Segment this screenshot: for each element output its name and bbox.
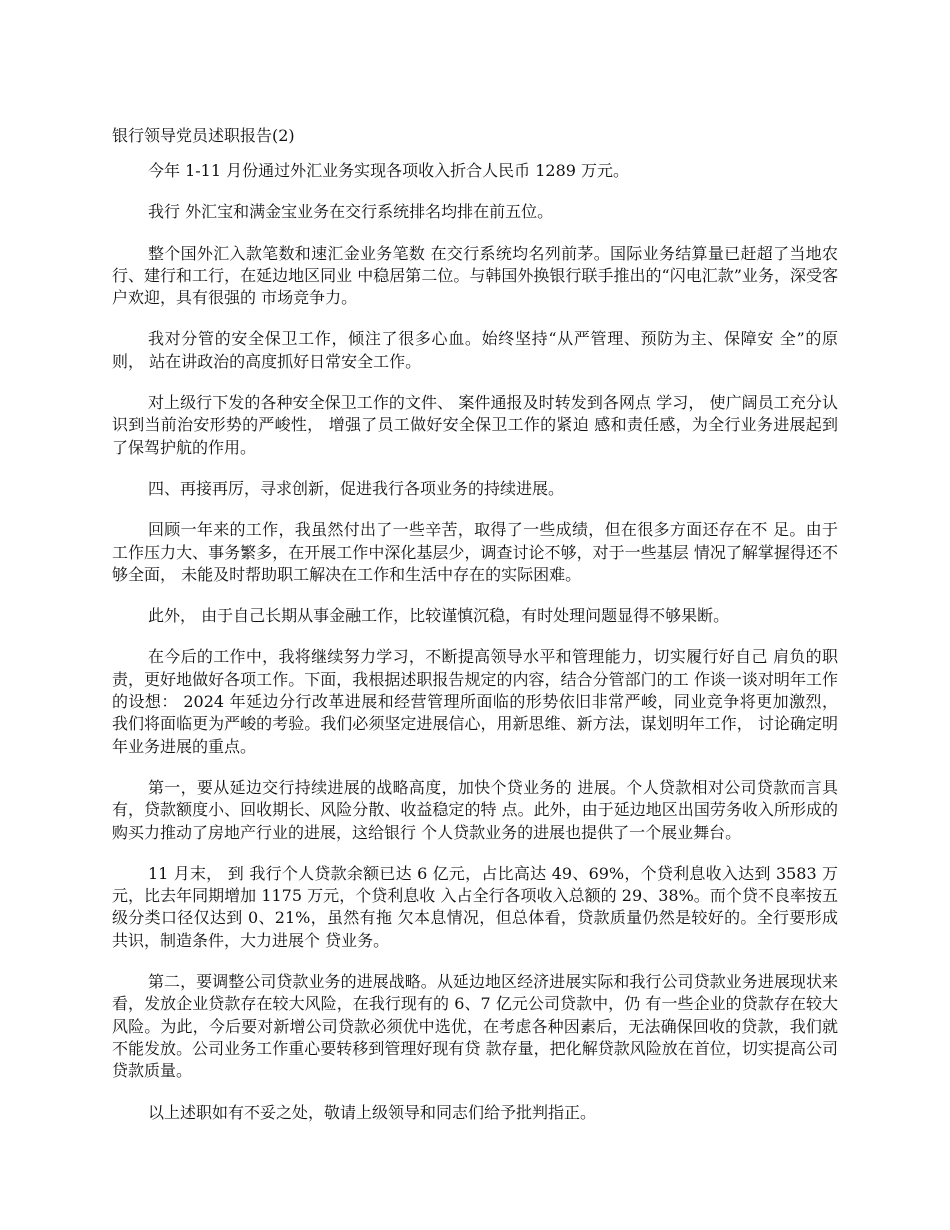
paragraph-closing: 以上述职如有不妥之处，敬请上级领导和同志们给予批判指正。	[148, 1102, 597, 1122]
paragraph-international-business: 整个国外汇入款笔数和速汇金业务笔数 在交行系统均名列前茅。国际业务结算量已赶超了当地农行、建行和工行，在延边地区同业 中稳居第二位。与韩国外换银行联手推出的“闪电汇款”业务，深受客户欢迎，具有很强的 市场竞争力。	[112, 243, 838, 308]
paragraph-revenue: 今年 1-11 月份通过外汇业务实现各项收入折合人民币 1289 万元。	[148, 161, 630, 180]
paragraph-ranking: 我行 外汇宝和满金宝业务在交行系统排名均排在前五位。	[148, 202, 554, 222]
paragraph-first-point: 第一，要从延边交行持续进展的战略高度，加快个贷业务的 进展。个人贷款相对公司贷款而言具有，贷款额度小、回收期长、风险分散、收益稳定的特 点。此外，由于延边地区出国劳务收入所形成的购买力推动了房地产行业的进展，这给银行 个人贷款业务的进展也提供了一个展业舞台。	[112, 777, 838, 842]
document-title: 银行领导党员述职报告(2)	[112, 126, 295, 145]
paragraph-security-work: 我对分管的安全保卫工作，倾注了很多心血。始终坚持“从严管理、预防为主、保障安 全”的原则， 站在讲政治的高度抓好日常安全工作。	[112, 329, 838, 371]
paragraph-security-documents: 对上级行下发的各种安全保卫工作的文件、 案件通报及时转发到各网点 学习， 使广阔员工充分认识到当前治安形势的严峻性， 增强了员工做好安全保卫工作的紧迫 感和责任感，为全行业务进展起到了保驾护航的作用。	[112, 393, 838, 457]
paragraph-loan-figures: 11 月末， 到 我行个人贷款余额已达 6 亿元，占比高达 49、69%，个贷利息收入达到 3583 万元，比去年同期增加 1175 万元，个贷利息收 入占全行各项收入总额的 29、38%。而个贷不良率按五级分类口径仅达到 0、21%，虽然有拖 欠本息情况，但总体看，贷款质量仍然是较好的。全行要形成共识，制造条件，大力进展个 贷业务。	[112, 863, 838, 950]
paragraph-review: 回顾一年来的工作，我虽然付出了一些辛苦，取得了一些成绩，但在很多方面还存在不 足。由于工作压力大、事务繁多，在开展工作中深化基层少，调查讨论不够，对于一些基层 情况了解掌握得还不够全面， 未能及时帮助职工解决在工作和生活中存在的实际困难。	[112, 520, 838, 584]
paragraph-future-plans: 在今后的工作中，我将继续努力学习，不断提高领导水平和管理能力，切实履行好自己 肩负的职责，更好地做好各项工作。下面，我根据述职报告规定的内容，结合分管部门的工 作谈一谈对明年工作的设想： 2024 年延边分行改革进展和经营管理所面临的形势依旧非常严峻，同业竞争将更加激烈， 我们将面临更为严峻的考验。我们必须坚定进展信心，用新思维、新方法，谋划明年工作， 讨论确定明年业务进展的重点。	[112, 647, 838, 756]
paragraph-section-four-heading: 四、再接再厉，寻求创新，促进我行各项业务的持续进展。	[148, 478, 565, 498]
paragraph-self-assessment: 此外， 由于自己长期从事金融工作，比较谨慎沉稳，有时处理问题显得不够果断。	[148, 606, 730, 626]
paragraph-second-point: 第二，要调整公司贷款业务的进展战略。从延边地区经济进展实际和我行公司贷款业务进展现状来看，发放企业贷款存在较大风险，在我行现有的 6、7 亿元公司贷款中，仍 有一些企业的贷款存在较大风险。为此，今后要对新增公司贷款必须优中选优，在考虑各种因素后，无法确保回收的贷款，我们就不能发放。公司业务工作重心要转移到管理好现有贷 款存量，把化解贷款风险放在首位，切实提高公司贷款质量。	[112, 972, 838, 1081]
document-page	[112, 125, 838, 1143]
